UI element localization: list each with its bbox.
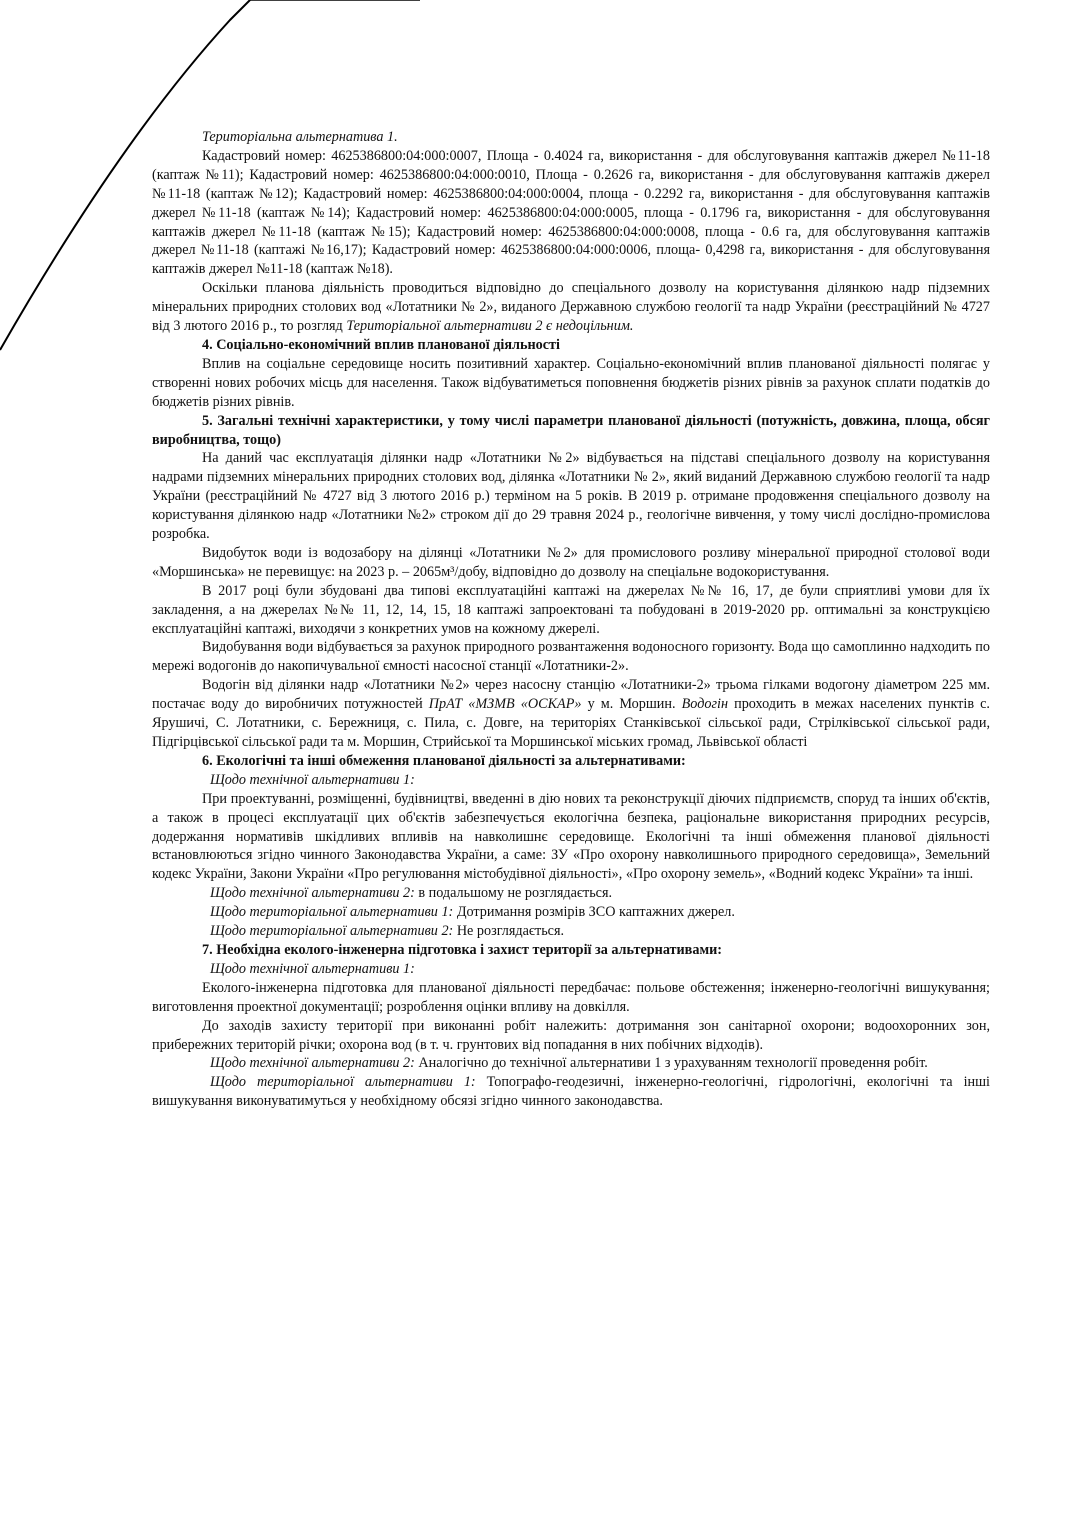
section-6-tech-alt-2-text: в подальшому не розглядається.	[414, 885, 613, 902]
section-7-tech-alt-2	[152, 1054, 990, 1073]
section-7-paragraph-1: Еколого-інженерна підготовка для планованої діяльності передбачає: польове обстеження; інженерно-геологічні вишукування; виготовлення проектної документації; розроблення оцінки впливу на довкілля.	[152, 979, 990, 1015]
section-4-heading: 4. Соціально-економічний вплив планованої діяльності	[202, 336, 560, 353]
section-5-paragraph-3: В 2017 році були збудовані два типові експлуатаційні каптажі на джерелах №№ 16, 17, де були сприятливі умови для їх закладення, а на джерелах №№ 11, 12, 14, 15, 18 каптажі запроектовані та побудовані в 2019-2020 рр. оптимальні за конструкцією експлуатаційні каптажі, виходячи з конкретних умов на кожному джерелі.	[152, 582, 990, 637]
section-7-paragraph-2: До заходів захисту території при виконанні робіт належить: дотримання зон санітарної охорони; водоохоронних зон, прибережних територій річки; охорона вод (в т. ч. грунтових від попадання в них побічних відходів).	[152, 1017, 990, 1053]
section-5-paragraph-5	[152, 676, 990, 752]
section-7-terr-alt-1	[152, 1073, 990, 1111]
section-6-tech-alt-2-label: Щодо технічної альтернативи 2:	[210, 885, 415, 902]
section-5-paragraph-2: Видобуток води із водозабору на ділянці «Лотатники №2» для промислового розливу мінеральної природної столової води «Моршинська» не перевищує: на 2023 р. – 2065м³/добу, відповідно до дозволу на спеціальне водокористування.	[152, 544, 990, 580]
section-6-terr-alt-2-text: Не розглядається.	[453, 923, 565, 940]
permit-paragraph-italic: Територіальної альтернативи 2 є недоцільним.	[346, 318, 634, 335]
section-6-heading: 6. Екологічні та інші обмеження планованої діяльності за альтернативами:	[202, 752, 686, 769]
section-4-paragraph: Вплив на соціальне середовище носить позитивний характер. Соціально-економічний вплив планованої діяльності полягає у створенні нових робочих місць для населення. Також відбуватиметься поповнення бюджетів різних рівнів за рахунок сплати податків до бюджетів різних рівнів.	[152, 355, 990, 410]
pipeline-word: Водогін	[681, 696, 728, 713]
section-7-terr-alt-1-text: Топографо-геодезичні, інженерно-геологічні, гідрологічні, екологічні та інші вишукування виконуватимуться у необхідному обсязі згідно чинного законодавства.	[152, 1074, 990, 1110]
section-5-paragraph-1: На даний час експлуатація ділянки надр «Лотатники №2» відбувається на підставі спеціального дозволу на користування надрами підземних мінеральних природних столових вод, ділянка «Лотатники № 2», який виданий Державною службою геології та надр України (реєстраційний № 4727 від 3 лютого 2016 р.) терміном на 5 років. В 2019 р. отримане продовження спеціального дозволу на користування ділянкою надр «Лотатники №2» строком дії до 29 травня 2024 р., геологічне вивчення, у тому числі дослідно-промислова розробка.	[152, 450, 990, 543]
cadastral-paragraph: Кадастровий номер: 4625386800:04:000:0007, Площа - 0.4024 га, використання - для обслуговування каптажів джерел №11-18 (каптаж №11); Кадастровий номер: 4625386800:04:000:0010, Площа - 0.2626 га, використання - для обслуговування каптажів джерел №11-18 (каптаж №12); Кадастровий номер: 4625386800:04:000:0004, площа - 0.2292 га, використання - для обслуговування каптажів джерел №11-18 (каптаж №14); Кадастровий номер: 4625386800:04:000:0005, площа - 0.1796 га, використання - для обслуговування каптажів джерел №11-18 (каптаж №15); Кадастровий номер: 4625386800:04:000:0008, площа - 0.6 га, для обслуговування каптажів джерел №11-18 (каптажі №16,17); Кадастровий номер: 4625386800:04:000:0006, площа- 0,4298 га, використання - для обслуговування каптажів джерел №11-18 (каптаж №18).	[152, 147, 990, 278]
pipeline-text-c: у м. Моршин.	[581, 696, 682, 713]
company-name: ПрАТ «МЗМВ «ОСКАР»	[428, 696, 582, 713]
section-5-paragraph-4: Видобування води відбувається за рахунок природного розвантаження водоносного горизонту. Вода що самоплинно надходить по мережі водогонів до накопичувальної ємності насосної станції «Лотатники-2».	[152, 639, 990, 675]
document-page	[152, 128, 990, 1111]
section-6-tech-alt-1-paragraph: При проектуванні, розміщенні, будівництві, введенні в дію нових та реконструкції діючих підприємств, споруд та інших об'єктів, а також в процесі експлуатації цих об'єктів забезпечується екологічна безпека, раціональне використання природних ресурсів, додержання нормативів шкідливих впливів на навколишнє середовище. Екологічні та інші обмеження планової діяльності встановлюються згідно чинного Законодавства України, а саме: ЗУ «Про охорону навколишнього природного середовища», Земельний кодекс України, Закони України «Про регулювання містобудівної діяльності», «Про охорону земель», «Водний кодекс України» та інші.	[152, 790, 990, 883]
section-6-terr-alt-2	[152, 922, 990, 941]
permit-paragraph	[152, 279, 990, 336]
permit-paragraph-text: Оскільки планова діяльність проводиться відповідно до спеціального дозволу на користування ділянкою надр підземних мінеральних природних столових вод «Лотатники № 2», виданого Державною службою геології та надр України (реєстраційний № 4727 від 3 лютого 2016 р., то розгляд	[152, 280, 990, 335]
section-7-heading: 7. Необхідна еколого-інженерна підготовка і захист території за альтернативами:	[202, 941, 723, 958]
section-7-tech-alt-1-label: Щодо технічної альтернативи 1:	[210, 960, 415, 977]
section-6-tech-alt-1-label: Щодо технічної альтернативи 1:	[210, 771, 415, 788]
section-6-terr-alt-1	[152, 903, 990, 922]
section-7-terr-alt-1-label: Щодо територіальної альтернативи 1:	[210, 1074, 476, 1091]
pipeline-text-e: проходить в межах населених пунктів с. Ярушичі, С. Лотатники, с. Бережниця, с. Пила, с. Довге, на територіях Станківської сільської ради, Стрілківської сільської ради, Підгірцівської сільської ради та м. Моршин, Стрийської та Моршинської міських громад, Львівської області	[152, 696, 990, 750]
territorial-alternative-1-heading: Територіальна альтернатива 1.	[202, 129, 398, 145]
section-5-heading: 5. Загальні технічні характеристики, у тому числі параметри планованої діяльності (потужність, довжина, площа, обсяг виробництва, тощо)	[152, 412, 990, 448]
section-7-tech-alt-2-label: Щодо технічної альтернативи 2:	[210, 1055, 415, 1072]
pipeline-text-a: Водогін від ділянки надр «Лотатники №2» через насосну станцію «Лотатники-2» трьома гілками водогону діаметром 225 мм. постачає воду до виробничих потужностей	[152, 677, 990, 713]
section-6-terr-alt-1-text: Дотримання розмірів ЗСО каптажних джерел.	[453, 904, 735, 921]
section-7-tech-alt-2-text: Аналогічно до технічної альтернативи 1 з урахуванням технології проведення робіт.	[414, 1055, 928, 1072]
section-6-terr-alt-2-label: Щодо територіальної альтернативи 2:	[210, 923, 454, 940]
section-6-tech-alt-2	[152, 884, 990, 903]
section-6-terr-alt-1-label: Щодо територіальної альтернативи 1:	[210, 904, 454, 921]
